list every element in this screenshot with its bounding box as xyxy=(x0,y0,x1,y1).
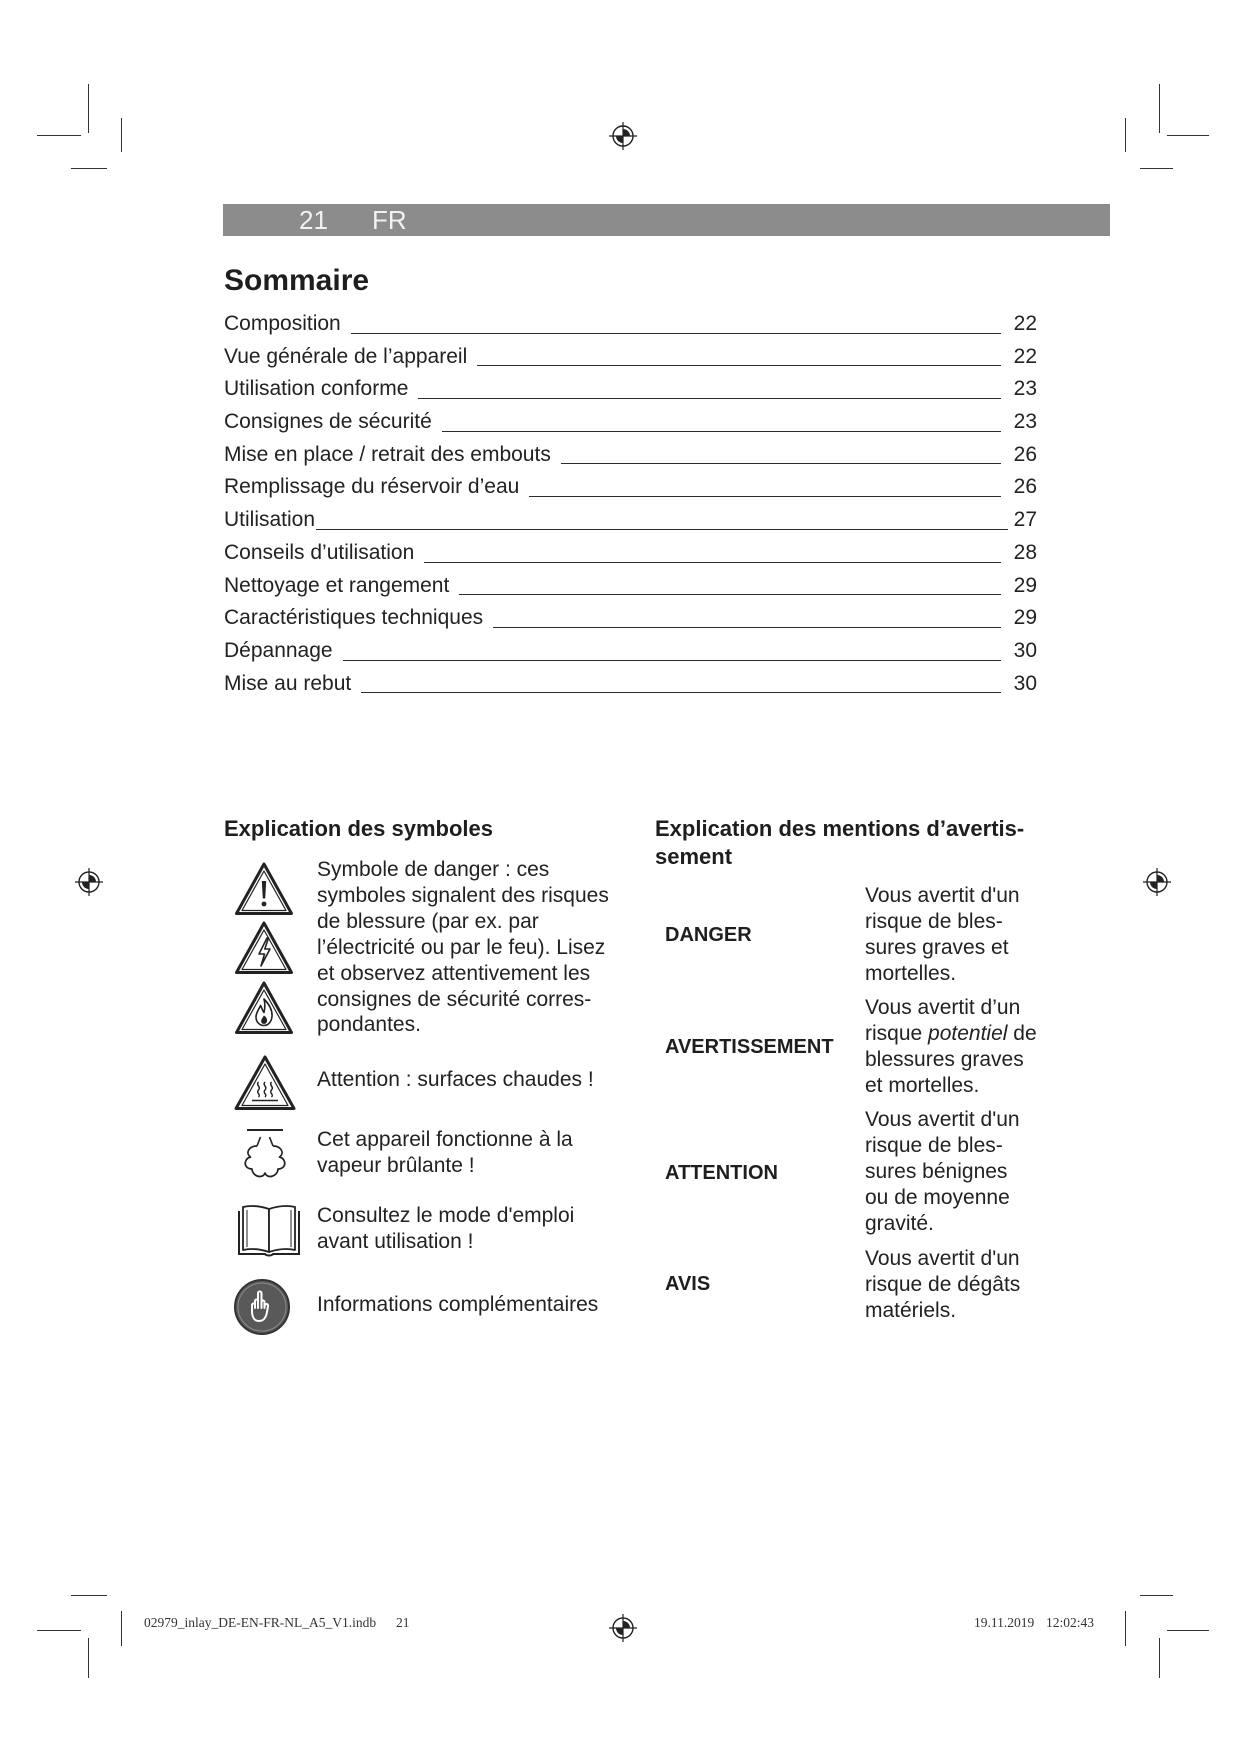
crop-mark xyxy=(1140,1595,1173,1596)
symbols-heading: Explication des symboles xyxy=(224,816,493,841)
info-hand-icon xyxy=(233,1278,291,1336)
crop-mark xyxy=(37,1630,81,1631)
description-line: Cet appareil fonctionne à la xyxy=(317,1128,573,1151)
electricity-danger-icon xyxy=(234,920,294,976)
description-line: Vous avertit d’un xyxy=(865,996,1021,1019)
description-line: sures bénignes xyxy=(865,1160,1008,1183)
description-line: mortelles. xyxy=(865,962,957,985)
registration-mark-icon xyxy=(1142,867,1172,897)
toc-leader-line xyxy=(316,504,1008,530)
info-description: Informations complémentaires xyxy=(317,1293,599,1316)
description-line: et observez attentivement les xyxy=(317,961,591,985)
crop-mark xyxy=(1159,84,1160,133)
description-line: risque de bles- xyxy=(865,1134,1003,1157)
toc-entry-page: 23 xyxy=(1013,410,1037,434)
toc-entry-page: 30 xyxy=(1013,671,1037,695)
registration-mark-icon xyxy=(608,121,638,151)
description-text: risque xyxy=(865,1022,929,1045)
toc-entry xyxy=(224,504,1037,537)
toc-entry-label: Utilisation xyxy=(224,508,316,532)
description-line: pondantes. xyxy=(317,1013,421,1037)
toc-entry xyxy=(224,406,1037,439)
toc-leader-line xyxy=(351,308,1001,334)
toc-leader-line xyxy=(343,635,1001,661)
read-manual-icon xyxy=(236,1201,302,1258)
description-line: et mortelles. xyxy=(865,1074,980,1097)
crop-mark xyxy=(121,118,122,152)
description-line: Vous avertit d'un xyxy=(865,1108,1020,1131)
hot-steam-icon xyxy=(237,1127,293,1183)
toc-entry-label: Mise en place / retrait des embouts xyxy=(224,442,551,466)
toc-entry-label: Conseils d’utilisation xyxy=(224,540,415,564)
toc-leader-line xyxy=(361,668,1001,694)
crop-mark xyxy=(71,1595,107,1596)
description-line: Consultez le mode d'emploi xyxy=(317,1204,575,1227)
description-line: de blessure (par ex. par xyxy=(317,909,539,933)
crop-mark xyxy=(71,168,107,169)
hot-steam-description xyxy=(317,1127,573,1179)
warning-description-avertissement xyxy=(865,995,1037,1099)
toc-entry-label: Consignes de sécurité xyxy=(224,410,432,434)
slug-date: 19.11.2019 xyxy=(974,1615,1035,1630)
crop-mark xyxy=(88,1638,89,1678)
toc-entry-page: 23 xyxy=(1013,377,1037,401)
heading-line: Explication des mentions d’avertis- xyxy=(655,816,1025,841)
toc-entry xyxy=(224,439,1037,472)
toc-entry-page: 27 xyxy=(1013,508,1037,532)
heading-line: sement xyxy=(655,844,733,869)
toc-entry xyxy=(224,537,1037,570)
toc-entry-page: 22 xyxy=(1013,344,1037,368)
hot-surface-description: Attention : surfaces chaudes ! xyxy=(317,1068,594,1091)
header-page-number: 21 xyxy=(299,205,328,235)
hot-surface-icon xyxy=(233,1054,297,1112)
description-line: gravité. xyxy=(865,1212,934,1235)
warning-label-avis: AVIS xyxy=(665,1273,711,1295)
toc-entry-page: 30 xyxy=(1013,638,1037,662)
description-line xyxy=(865,1021,1037,1047)
slug-time: 12:02:43 xyxy=(1046,1615,1095,1630)
toc-entry xyxy=(224,602,1037,635)
description-line: risque de dégâts xyxy=(865,1273,1021,1296)
toc-entry-label: Mise au rebut xyxy=(224,671,352,695)
crop-mark xyxy=(1125,1611,1126,1646)
description-line: consignes de sécurité corres- xyxy=(317,987,592,1011)
general-danger-icon xyxy=(234,861,294,917)
danger-symbol-description xyxy=(317,857,609,1038)
description-line: symboles signalent des risques xyxy=(317,883,609,907)
crop-mark xyxy=(88,84,89,133)
crop-mark xyxy=(1140,168,1173,169)
description-text: de xyxy=(1007,1022,1037,1045)
toc-entry-page: 29 xyxy=(1013,606,1037,630)
toc-leader-line xyxy=(529,471,1001,497)
description-line: Vous avertit d'un xyxy=(865,884,1020,907)
description-line: Vous avertit d'un xyxy=(865,1247,1020,1270)
toc-entry xyxy=(224,373,1037,406)
toc-entry-label: Utilisation conforme xyxy=(224,377,409,401)
description-line: vapeur brûlante ! xyxy=(317,1153,475,1177)
toc-leader-line xyxy=(477,341,1001,367)
fire-danger-icon xyxy=(234,980,294,1036)
toc-entry xyxy=(224,570,1037,603)
description-line: ou de moyenne xyxy=(865,1186,1010,1209)
toc-leader-line xyxy=(418,373,1001,399)
header-language: FR xyxy=(372,205,407,235)
warning-label-attention: ATTENTION xyxy=(665,1162,778,1184)
warnings-heading xyxy=(655,815,1024,871)
slug-file-name: 02979_inlay_DE-EN-FR-NL_A5_V1.indb xyxy=(144,1615,377,1630)
crop-mark xyxy=(37,135,81,136)
toc-entry-label: Remplissage du réservoir d’eau xyxy=(224,475,520,499)
toc-entry-page: 22 xyxy=(1013,312,1037,335)
warning-label-avertissement: AVERTISSEMENT xyxy=(665,1036,834,1058)
crop-mark xyxy=(121,1611,122,1646)
read-manual-description xyxy=(317,1203,574,1255)
registration-mark-icon xyxy=(608,1613,638,1643)
toc-entry-page: 29 xyxy=(1013,573,1037,597)
toc-leader-line xyxy=(459,570,1001,596)
toc-leader-line xyxy=(424,537,1001,563)
warning-label-danger: DANGER xyxy=(665,924,752,946)
crop-mark xyxy=(1125,118,1126,152)
toc-leader-line xyxy=(561,439,1001,465)
toc-entry xyxy=(224,471,1037,504)
warning-description-avis xyxy=(865,1246,1020,1324)
description-emphasis: potentiel xyxy=(928,1022,1008,1045)
toc-entry-label: Nettoyage et rangement xyxy=(224,573,450,597)
description-line: matériels. xyxy=(865,1299,957,1322)
toc-title: Sommaire xyxy=(224,264,370,297)
toc-entry-page: 28 xyxy=(1013,540,1037,564)
description-line: blessures graves xyxy=(865,1048,1024,1071)
toc-entry xyxy=(224,635,1037,668)
description-line: sures graves et xyxy=(865,936,1009,959)
table-of-contents xyxy=(224,308,1037,700)
toc-entry xyxy=(224,668,1037,701)
description-line: Symbole de danger : ces xyxy=(317,858,550,881)
toc-entry xyxy=(224,308,1037,341)
toc-entry-label: Dépannage xyxy=(224,638,333,662)
warning-description-attention xyxy=(865,1107,1020,1237)
header-bar xyxy=(223,204,1110,236)
toc-leader-line xyxy=(493,602,1001,628)
toc-leader-line xyxy=(442,406,1001,432)
toc-entry-page: 26 xyxy=(1013,475,1037,499)
description-line: risque de bles- xyxy=(865,910,1003,933)
toc-entry-label: Caractéristiques techniques xyxy=(224,606,484,630)
toc-entry-label: Vue générale de l’appareil xyxy=(224,344,468,368)
warning-description-danger xyxy=(865,883,1020,987)
toc-entry xyxy=(224,341,1037,374)
slug-page-number: 21 xyxy=(396,1615,410,1630)
description-line: l’électricité ou par le feu). Lisez xyxy=(317,935,606,959)
toc-entry-label: Composition xyxy=(224,312,341,335)
toc-entry-page: 26 xyxy=(1013,442,1037,466)
crop-mark xyxy=(1159,1638,1160,1678)
crop-mark xyxy=(1167,1630,1209,1631)
registration-mark-icon xyxy=(74,867,104,897)
crop-mark xyxy=(1167,135,1209,136)
description-line: avant utilisation ! xyxy=(317,1229,474,1253)
